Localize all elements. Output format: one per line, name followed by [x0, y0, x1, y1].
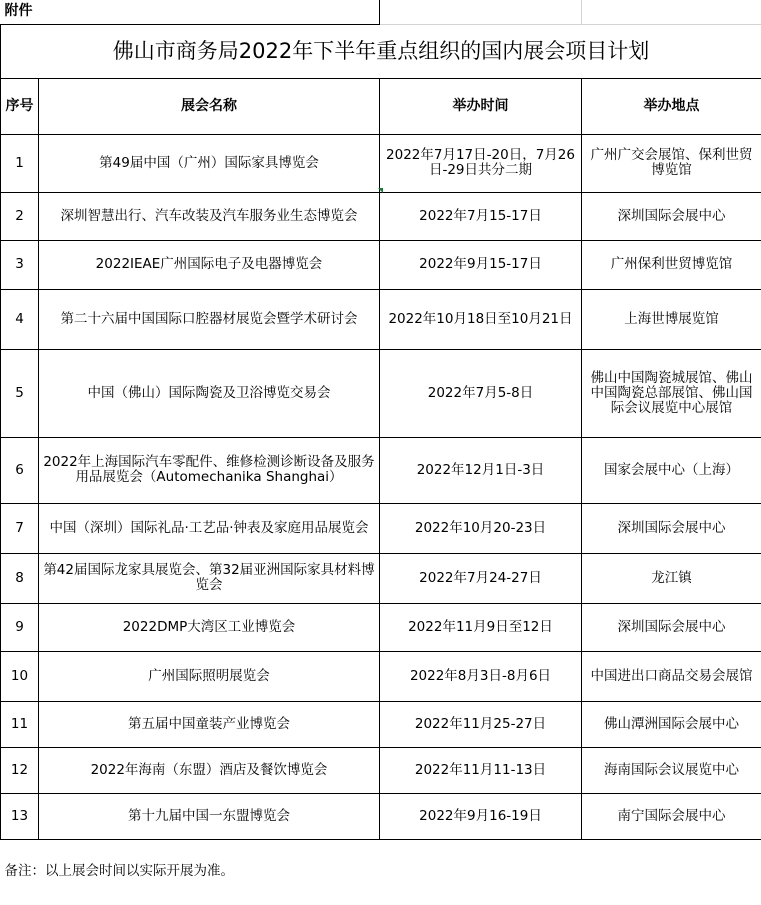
row-place: 南宁国际会展中心 — [582, 793, 761, 839]
row-exhibition-name: 广州国际照明展览会 — [39, 651, 380, 701]
table-row — [1, 553, 761, 603]
row-seq: 3 — [1, 240, 39, 289]
row-exhibition-name: 第49届中国（广州）国际家具博览会 — [39, 134, 380, 192]
table-row — [1, 289, 761, 349]
row-seq: 2 — [1, 192, 39, 240]
row-place: 海南国际会议展览中心 — [582, 747, 761, 793]
row-place: 深圳国际会展中心 — [582, 603, 761, 651]
row-place: 深圳国际会展中心 — [582, 503, 761, 553]
row-place: 国家会展中心（上海） — [582, 437, 761, 503]
empty-cell — [380, 0, 582, 24]
row-exhibition-name: 2022年上海国际汽车零配件、维修检测诊断设备及服务用品展览会（Automechanika Shanghai） — [39, 437, 380, 503]
row-exhibition-name: 中国（佛山）国际陶瓷及卫浴博览交易会 — [39, 349, 380, 437]
row-exhibition-name: 2022IEAE广州国际电子及电器博览会 — [39, 240, 380, 289]
header-time: 举办时间 — [380, 78, 582, 134]
note-row — [1, 839, 761, 903]
table-row — [1, 603, 761, 651]
table-row — [1, 651, 761, 701]
row-time: 2022年9月16-19日 — [380, 793, 582, 839]
attachment-label: 附件 — [1, 0, 380, 24]
row-place: 佛山潭洲国际会展中心 — [582, 701, 761, 747]
row-seq: 9 — [1, 603, 39, 651]
row-seq: 5 — [1, 349, 39, 437]
row-exhibition-name: 2022年海南（东盟）酒店及餐饮博览会 — [39, 747, 380, 793]
attachment-row — [1, 0, 761, 24]
footnote: 备注：以上展会时间以实际开展为准。 — [1, 839, 761, 903]
row-place: 广州保利世贸博览馆 — [582, 240, 761, 289]
table-row — [1, 134, 761, 192]
header-name: 展会名称 — [39, 78, 380, 134]
header-row — [1, 78, 761, 134]
row-time: 2022年7月17日-20日，7月26日-29日共分二期 — [380, 134, 582, 192]
row-place: 深圳国际会展中心 — [582, 192, 761, 240]
title-row — [1, 24, 761, 78]
row-time: 2022年11月25-27日 — [380, 701, 582, 747]
row-seq: 10 — [1, 651, 39, 701]
row-place: 佛山中国陶瓷城展馆、佛山中国陶瓷总部展馆、佛山国际会议展览中心展馆 — [582, 349, 761, 437]
page-title: 佛山市商务局2022年下半年重点组织的国内展会项目计划 — [1, 24, 761, 78]
row-time: 2022年10月18日至10月21日 — [380, 289, 582, 349]
table-row — [1, 240, 761, 289]
row-time: 2022年12月1日-3日 — [380, 437, 582, 503]
table-row — [1, 437, 761, 503]
header-place: 举办地点 — [582, 78, 761, 134]
row-exhibition-name: 第二十六届中国国际口腔器材展览会暨学术研讨会 — [39, 289, 380, 349]
row-place: 广州广交会展馆、保利世贸博览馆 — [582, 134, 761, 192]
row-time: 2022年7月15-17日 — [380, 192, 582, 240]
row-exhibition-name: 第42届国际龙家具展览会、第32届亚洲国际家具材料博览会 — [39, 553, 380, 603]
row-time: 2022年11月11-13日 — [380, 747, 582, 793]
row-seq: 7 — [1, 503, 39, 553]
row-exhibition-name: 深圳智慧出行、汽车改装及汽车服务业生态博览会 — [39, 192, 380, 240]
row-time: 2022年8月3日-8月6日 — [380, 651, 582, 701]
table-row — [1, 349, 761, 437]
empty-cell — [582, 0, 761, 24]
table-row — [1, 192, 761, 240]
row-exhibition-name: 中国（深圳）国际礼品·工艺品·钟表及家庭用品展览会 — [39, 503, 380, 553]
row-seq: 11 — [1, 701, 39, 747]
row-seq: 6 — [1, 437, 39, 503]
table-row — [1, 747, 761, 793]
table-row — [1, 793, 761, 839]
row-time: 2022年7月5-8日 — [380, 349, 582, 437]
row-place: 中国进出口商品交易会展馆 — [582, 651, 761, 701]
row-seq: 13 — [1, 793, 39, 839]
row-seq: 1 — [1, 134, 39, 192]
row-seq: 12 — [1, 747, 39, 793]
row-place: 上海世博展览馆 — [582, 289, 761, 349]
table-row — [1, 503, 761, 553]
row-time: 2022年11月9日至12日 — [380, 603, 582, 651]
row-time: 2022年10月20-23日 — [380, 503, 582, 553]
row-time: 2022年9月15-17日 — [380, 240, 582, 289]
row-seq: 4 — [1, 289, 39, 349]
row-place: 龙江镇 — [582, 553, 761, 603]
comment-marker-icon — [378, 188, 383, 193]
row-time: 2022年7月24-27日 — [380, 553, 582, 603]
table-row — [1, 701, 761, 747]
row-seq: 8 — [1, 553, 39, 603]
row-exhibition-name: 2022DMP大湾区工业博览会 — [39, 603, 380, 651]
row-exhibition-name: 第十九届中国一东盟博览会 — [39, 793, 380, 839]
header-seq: 序号 — [1, 78, 39, 134]
row-exhibition-name: 第五届中国童装产业博览会 — [39, 701, 380, 747]
